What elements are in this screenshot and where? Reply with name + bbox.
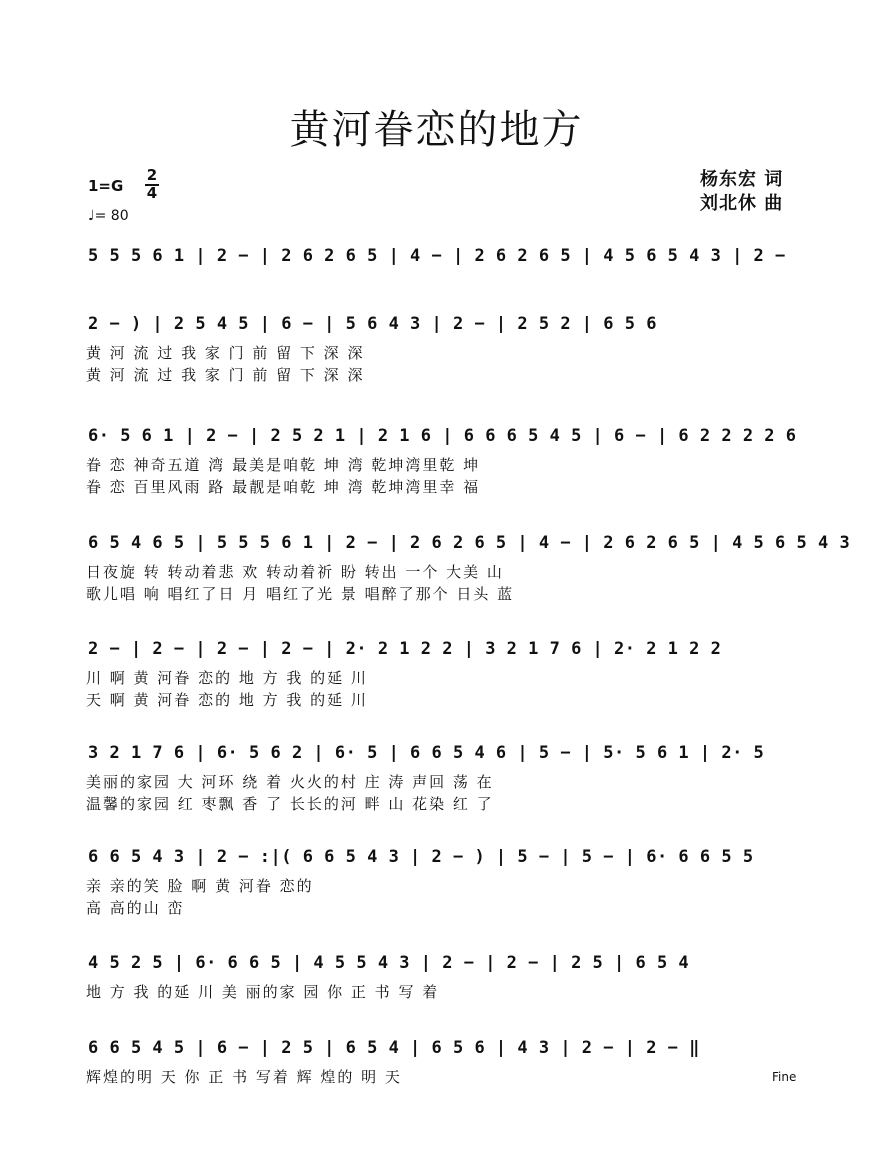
notation-line: 4 5 2 5 | 6· 6 6 5 | 4 5 5 4 3 | 2 − | 2 − | 2 5 | 6 5 4 <box>88 953 690 973</box>
key-signature: 1=G <box>88 177 124 195</box>
fine-marking: Fine <box>772 1070 797 1084</box>
lyricist-credit: 杨东宏 词 <box>700 169 784 190</box>
lyric-line-2: 高 高的山 峦 <box>86 899 185 917</box>
lyric-line-1: 美丽的家园 大 河环 绕 着 火火的村 庄 涛 声回 荡 在 <box>86 773 494 791</box>
lyric-line-1: 亲 亲的笑 脸 啊 黄 河眷 恋的 <box>86 877 314 895</box>
lyric-line-1: 地 方 我 的延 川 美 丽的家 园 你 正 书 写 着 <box>86 983 440 1001</box>
notation-line: 6 6 5 4 5 | 6 − | 2 5 | 6 5 4 | 6 5 6 | 4 3 | 2 − | 2 − ‖ <box>88 1038 700 1058</box>
lyric-line-2: 天 啊 黄 河眷 恋的 地 方 我 的延 川 <box>86 691 368 709</box>
tempo-marking <box>88 208 129 224</box>
lyric-line-1: 日夜旋 转 转动着悲 欢 转动着祈 盼 转出 一个 大美 山 <box>86 563 504 581</box>
tempo-value: = 80 <box>94 208 129 224</box>
time-signature-bottom: 4 <box>146 184 158 202</box>
lyric-line-2: 温馨的家园 红 枣飘 香 了 长长的河 畔 山 花染 红 了 <box>86 795 494 813</box>
lyric-line-2: 歌儿唱 响 唱红了日 月 唱红了光 景 唱醉了那个 日头 蓝 <box>86 585 515 603</box>
notation-line: 2 − ) | 2 5 4 5 | 6 − | 5 6 4 3 | 2 − | 2 5 2 | 6 5 6 <box>88 314 657 334</box>
lyric-line-1: 眷 恋 神奇五道 湾 最美是咱乾 坤 湾 乾坤湾里乾 坤 <box>86 456 481 474</box>
time-signature-top: 2 <box>146 166 158 184</box>
notation-line: 6 6 5 4 3 | 2 − :|( 6 6 5 4 3 | 2 − ) | 5 − | 5 − | 6· 6 6 5 5 <box>88 847 754 867</box>
notation-line: 6 5 4 6 5 | 5 5 5 6 1 | 2 − | 2 6 2 6 5 | 4 − | 2 6 2 6 5 | 4 5 6 5 4 3 <box>88 533 851 553</box>
notation-line: 3 2 1 7 6 | 6· 5 6 2 | 6· 5 | 6 6 5 4 6 | 5 − | 5· 5 6 1 | 2· 5 <box>88 743 765 763</box>
composer-credit: 刘北休 曲 <box>700 193 784 214</box>
notation-line: 6· 5 6 1 | 2 − | 2 5 2 1 | 2 1 6 | 6 6 6 5 4 5 | 6 − | 6 2 2 2 2 6 <box>88 426 797 446</box>
notation-line: 2 − | 2 − | 2 − | 2 − | 2· 2 1 2 2 | 3 2 1 7 6 | 2· 2 1 2 2 <box>88 639 722 659</box>
lyric-line-1: 辉煌的明 天 你 正 书 写着 辉 煌的 明 天 <box>86 1068 402 1086</box>
lyric-line-2: 黄 河 流 过 我 家 门 前 留 下 深 深 <box>86 366 365 384</box>
quarter-note-icon: ♩ <box>88 208 95 224</box>
lyric-line-1: 川 啊 黄 河眷 恋的 地 方 我 的延 川 <box>86 669 368 687</box>
lyric-line-1: 黄 河 流 过 我 家 门 前 留 下 深 深 <box>86 344 365 362</box>
notation-line: 5 5 5 6 1 | 2 − | 2 6 2 6 5 | 4 − | 2 6 2 6 5 | 4 5 6 5 4 3 | 2 − <box>88 246 786 266</box>
lyric-line-2: 眷 恋 百里风雨 路 最靓是咱乾 坤 湾 乾坤湾里幸 福 <box>86 478 481 496</box>
song-title: 黄河眷恋的地方 <box>289 107 584 153</box>
